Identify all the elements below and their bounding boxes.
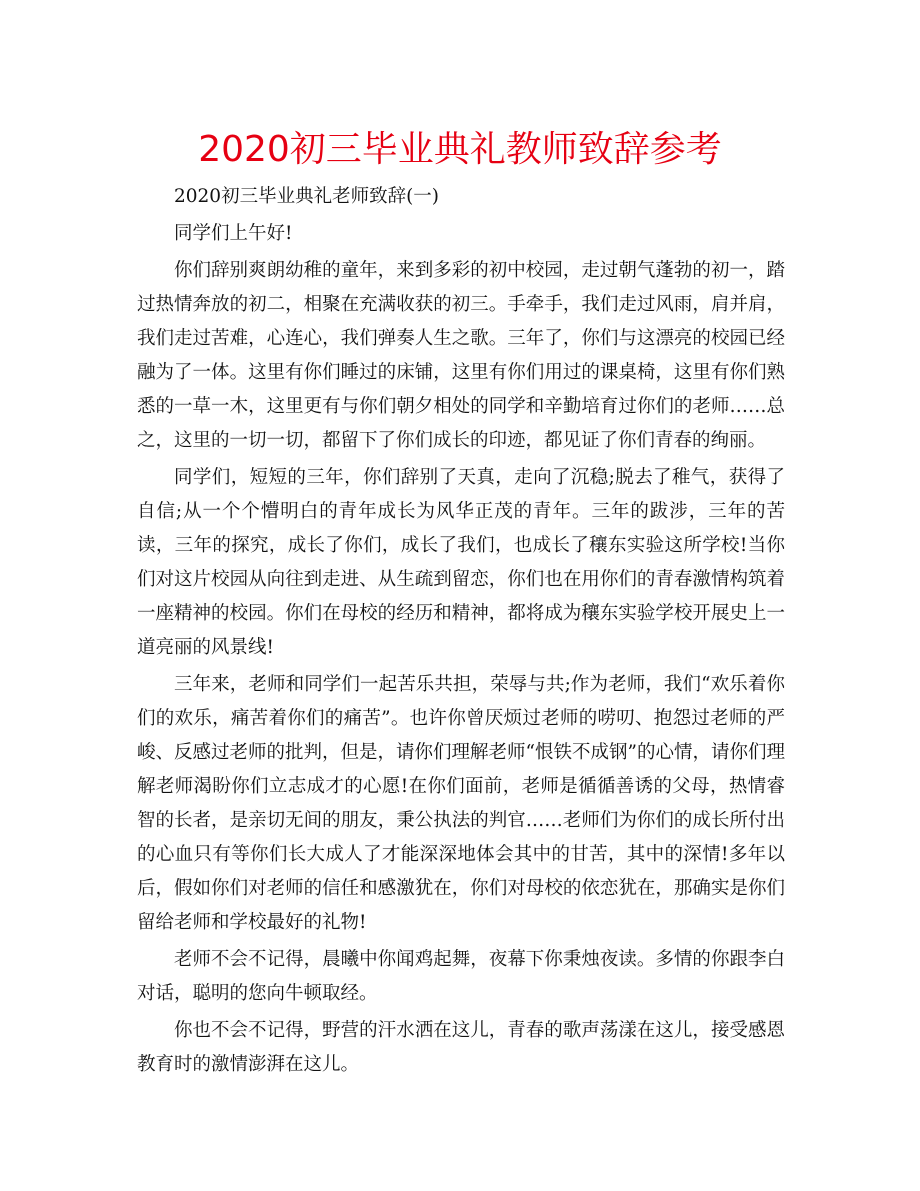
document-subtitle: 2020初三毕业典礼老师致辞(一) <box>174 186 440 207</box>
paragraph: 同学们，短短的三年，你们辞别了天真，走向了沉稳;脱去了稚气，获得了自信;从一个个懵明白的青年成长为风华正茂的青年。三年的跋涉，三年的苦读，三年的探究，成长了你们，成长了我们，也成长了穰东实验这所学校!当你们对这片校园从向往到走进、从生疏到留恋，你们也在用你们的青春激情构筑着一座精神的校园。你们在母校的经历和精神，都将成为穰东实验学校开展史上一道亮丽的风景线! <box>137 467 785 658</box>
paragraph: 你也不会不记得，野营的汗水洒在这儿，青春的歌声荡漾在这儿，接受感恩教育时的激情澎湃在这儿。 <box>137 1020 785 1075</box>
paragraph: 你们辞别爽朗幼稚的童年，来到多彩的初中校园，走过朝气蓬勃的初一，踏过热情奔放的初二，相聚在充满收获的初三。手牵手，我们走过风雨，肩并肩，我们走过苦难，心连心，我们弹奏人生之歌。三年了，你们与这漂亮的校园已经融为了一体。这里有你们睡过的床铺，这里有你们用过的课桌椅，这里有你们熟悉的一草一木，这里更有与你们朝夕相处的同学和辛勤培育过你们的老师……总之，这里的一切一切，都留下了你们成长的印迹，都见证了你们青春的绚丽。 <box>137 260 785 451</box>
paragraph-greeting: 同学们上午好! <box>174 223 293 244</box>
document-title: 2020初三毕业典礼教师致辞参考 <box>198 129 722 170</box>
document-body <box>137 180 785 1085</box>
paragraph: 老师不会不记得，晨曦中你闻鸡起舞，夜幕下你秉烛夜读。多情的你跟李白对话，聪明的您向牛顿取经。 <box>137 949 785 1004</box>
paragraph: 三年来，老师和同学们一起苦乐共担，荣辱与共;作为老师，我们“欢乐着你们的欢乐，痛苦着你们的痛苦”。也许你曾厌烦过老师的唠叨、抱怨过老师的严峻、反感过老师的批判，但是，请你们理解老师“恨铁不成钢”的心情，请你们理解老师渴盼你们立志成才的心愿!在你们面前，老师是循循善诱的父母，热情睿智的长者，是亲切无间的朋友，秉公执法的判官……老师们为你们的成长所付出的心血只有等你们长大成人了才能深深地体会其中的甘苦，其中的深情!多年以后，假如你们对老师的信任和感激犹在，你们对母校的依恋犹在，那确实是你们留给老师和学校最好的礼物! <box>137 674 785 933</box>
